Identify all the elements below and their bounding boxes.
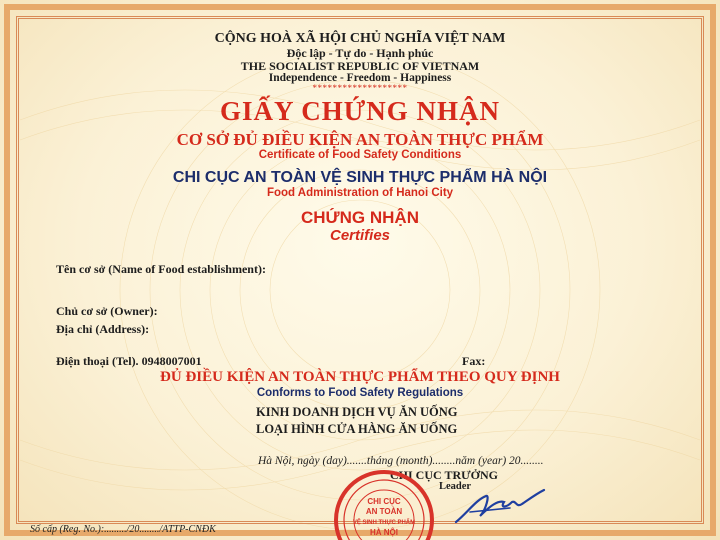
business-line: KINH DOANH DỊCH VỤ ĂN UỐNG (256, 405, 458, 419)
address-label: Địa chỉ (Address): (56, 322, 150, 336)
stamp-text-4: HÀ NỘI (370, 528, 398, 537)
certificate-subtitle-vi: CƠ SỞ ĐỦ ĐIỀU KIỆN AN TOÀN THỰC PHẨM (176, 130, 544, 149)
phone-label: Điện thoại (Tel). (56, 354, 139, 368)
establishment-label: Tên cơ sở (Name of Food establishment): (56, 262, 266, 276)
certificate-title: GIẤY CHỨNG NHẬN (220, 96, 500, 126)
authority-name-en: Food Administration of Hanoi City (266, 187, 454, 199)
certifies-en: Certifies (329, 227, 391, 244)
business-type: LOẠI HÌNH CỬA HÀNG ĂN UỐNG (256, 422, 458, 436)
stamp-text-1: CHI CỤC (367, 497, 401, 506)
certificate-subtitle-en: Certificate of Food Safety Conditions (258, 149, 462, 161)
owner-label: Chủ cơ sở (Owner): (56, 304, 158, 318)
signer-position-en: Leader (439, 481, 472, 492)
country-name-vi: CỘNG HOÀ XÃ HỘI CHỦ NGHĨA VIỆT NAM (214, 31, 506, 46)
conformity-en: Conforms to Food Safety Regulations (256, 387, 464, 399)
certifies-vi: CHỨNG NHẬN (301, 208, 419, 227)
country-name-en: THE SOCIALIST REPUBLIC OF VIETNAM (240, 59, 480, 73)
phone-value: 0948007001 (141, 354, 202, 368)
stamp-text-3: VỆ SINH THỰC PHẨM (352, 520, 416, 526)
fax-label: Fax: (462, 354, 486, 368)
motto-en: Independence - Freedom - Happiness (268, 72, 452, 84)
signer-position-vi: CHI CỤC TRƯỞNG (390, 468, 499, 482)
signature (450, 482, 550, 532)
phone-field (56, 354, 202, 369)
conformity-vi: ĐỦ ĐIỀU KIỆN AN TOÀN THỰC PHẨM THEO QUY ĐỊNH (160, 369, 560, 385)
motto-vi: Độc lập - Tự do - Hạnh phúc (286, 46, 434, 60)
official-seal-stamp (332, 468, 436, 540)
date-line: Hà Nội, ngày (day).......tháng (month)........năm (year) 20........ (258, 455, 544, 467)
stamp-text-2: AN TOÀN (365, 507, 403, 516)
authority-name-vi: CHI CỤC AN TOÀN VỆ SINH THỰC PHẨM HÀ NỘI (172, 169, 548, 186)
registration-number: Số cấp (Reg. No.):........./20......../ATTP-CNĐK (30, 524, 216, 535)
header-divider: ******************* (312, 83, 408, 93)
